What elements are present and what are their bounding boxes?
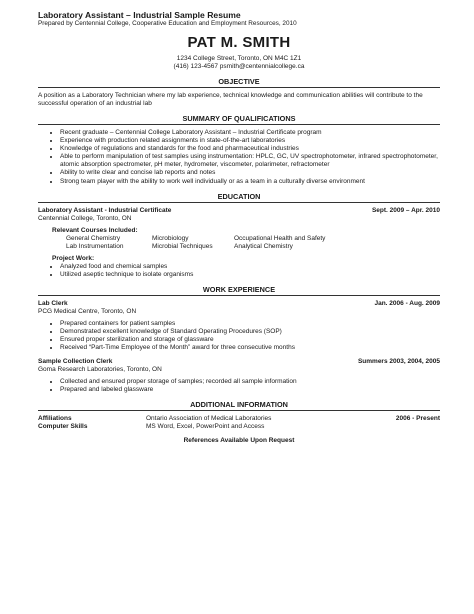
list-item: • Ensured proper sterilization and storage of glassware	[60, 336, 440, 344]
project-label: Project Work:	[52, 254, 95, 262]
list-item: • Prepared containers for patient samples	[60, 320, 440, 328]
job-duties-list	[38, 378, 440, 394]
course-item: Lab Instrumentation	[66, 242, 124, 250]
education-heading: EDUCATION	[38, 192, 440, 203]
education-school: Centennial College, Toronto, ON	[38, 214, 132, 222]
education-dates: Sept. 2009 – Apr. 2010	[371, 206, 440, 214]
job-title: Sample Collection Clerk	[38, 358, 113, 366]
additional-heading: ADDITIONAL INFORMATION	[38, 400, 440, 411]
courses-grid	[38, 235, 440, 251]
info-date: 2006 - Present	[395, 415, 440, 423]
list-item: • Experience with production related assignments in state-of-the-art laboratories	[60, 137, 440, 145]
qualifications-heading: SUMMARY OF QUALIFICATIONS	[38, 114, 440, 125]
objective-text: A position as a Laboratory Technician where my lab experience, technical knowledge and communication abilities will contribute to the successful operation of an industrial lab	[38, 92, 423, 107]
info-label: Computer Skills	[38, 423, 88, 431]
job-dates: Jan. 2006 - Aug. 2009	[374, 299, 440, 307]
course-item: General Chemistry	[66, 234, 121, 242]
info-value: MS Word, Excel, PowerPoint and Access	[146, 423, 265, 431]
objective-heading: OBJECTIVE	[38, 77, 440, 88]
list-item: • Strong team player with the ability to work well individually or as a team in a culturally diverse environment	[60, 178, 440, 186]
contact-phone-email: (416) 123-4567 psmith@centennialcollege.ca	[173, 63, 305, 70]
contact-address: 1234 College Street, Toronto, ON M4C 1Z1	[176, 55, 302, 62]
resume-page	[38, 10, 440, 445]
job-dates: Summers 2003, 2004, 2005	[357, 358, 440, 366]
course-item: Analytical Chemistry	[234, 242, 293, 250]
course-item: Microbiology	[152, 234, 189, 242]
qualifications-list	[38, 129, 440, 186]
list-item: • Able to perform manipulation of test samples using instrumentation: HPLC, GC, UV spectrophotometer, infrared spectrophotometer, atomic absorption spectrometer, pH meter, hydrometer, viscometer, polarimeter, refractometer	[60, 153, 440, 169]
list-item: • Demonstrated excellent knowledge of Standard Operating Procedures (SOP)	[60, 328, 440, 336]
list-item: • Received “Part-Time Employee of the Month” award for three consecutive months	[60, 344, 440, 352]
info-date	[396, 423, 440, 431]
course-item: Microbial Techniques	[152, 242, 213, 250]
document-title: Laboratory Assistant – Industrial Sample Resume	[38, 10, 241, 20]
list-item: • Utilized aseptic technique to isolate organisms	[60, 271, 440, 279]
job-company: Goma Research Laboratories, Toronto, ON	[38, 366, 162, 374]
project-list	[38, 263, 440, 279]
job-duties-list	[38, 320, 440, 352]
job-title-row	[38, 300, 440, 308]
info-label: Affiliations	[38, 415, 72, 423]
list-item: • Prepared and labeled glassware	[60, 386, 440, 394]
course-item: Occupational Health and Safety	[234, 234, 326, 242]
candidate-name: PAT M. SMITH	[187, 34, 291, 51]
courses-label: Relevant Courses Included:	[52, 226, 138, 234]
list-item: • Collected and ensured proper storage of samples; recorded all sample information	[60, 378, 440, 386]
document-subtitle: Prepared by Centennial College, Cooperative Education and Employment Resources, 2010	[38, 20, 297, 27]
list-item: • Ability to write clear and concise lab reports and notes	[60, 169, 440, 177]
info-value: Ontario Association of Medical Laboratories	[146, 415, 272, 423]
job-title: Lab Clerk	[38, 299, 68, 307]
additional-info-grid	[38, 415, 440, 431]
experience-heading: WORK EXPERIENCE	[38, 285, 440, 296]
list-item: • Knowledge of regulations and standards for the food and pharmaceutical industries	[60, 145, 440, 153]
education-program: Laboratory Assistant - Industrial Certificate	[38, 206, 172, 214]
job-company: PCG Medical Centre, Toronto, ON	[38, 307, 137, 315]
job-title-row	[38, 358, 440, 366]
list-item: • Recent graduate – Centennial College Laboratory Assistant – Industrial Certificate program	[60, 129, 440, 137]
references-note: References Available Upon Request	[183, 437, 295, 445]
list-item: • Analyzed food and chemical samples	[60, 263, 440, 271]
education-program-row	[38, 207, 440, 215]
